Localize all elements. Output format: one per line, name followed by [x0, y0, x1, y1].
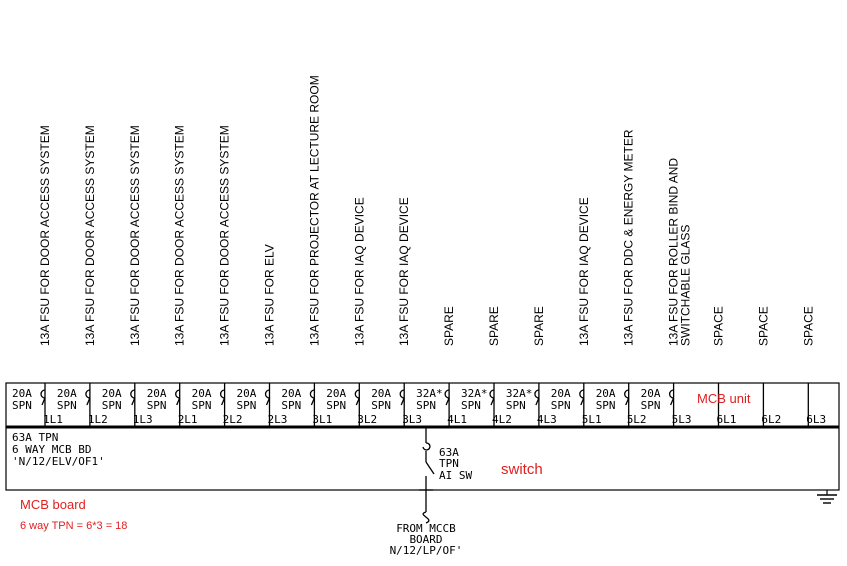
- circuit-description: SPARE: [442, 306, 457, 346]
- mcb-type-label: SPN: [146, 399, 167, 412]
- mcb-rating-label: 20A: [12, 387, 32, 400]
- circuit-description: SPACE: [756, 306, 771, 346]
- outgoing-circuits: [12, 75, 826, 427]
- circuit-description: 13A FSU FOR DOOR ACCESS SYSTEM: [38, 125, 52, 346]
- mcb-rating-label: 20A: [550, 387, 571, 400]
- mcb-type-label: SPN: [281, 399, 302, 412]
- mcb-rating-label: 32A*: [461, 387, 488, 400]
- mcb-rating-label: 20A: [146, 387, 167, 400]
- mcb-type-label: SPN: [326, 399, 347, 412]
- incoming-board: BOARD: [409, 533, 443, 546]
- circuit-description: SPARE: [531, 306, 546, 346]
- mcb-type-label: SPN: [461, 399, 481, 412]
- circuit-description: 13A FSU FOR ELV: [262, 244, 277, 346]
- circuit-description: 13A FSU FOR ROLLER BIND AND: [666, 157, 681, 346]
- circuit-description: 13A FSU FOR DOOR ACCESS SYSTEM: [82, 125, 97, 346]
- circuit-description: SPACE: [711, 306, 726, 346]
- circuit-reference: 1L2: [87, 413, 108, 426]
- mcb-rating-label: 20A: [595, 387, 616, 400]
- isolator-type: AI SW: [439, 469, 473, 482]
- mcb-rating-label: 32A*: [505, 387, 533, 400]
- incoming-reference: N/12/LP/OF': [389, 544, 463, 557]
- mcb-type-label: SPN: [416, 399, 436, 412]
- circuit-description: SPACE: [801, 306, 816, 346]
- mcb-rating-label: 20A: [371, 387, 392, 400]
- mcb-rating-label: 20A: [326, 387, 347, 400]
- board-rating: 63A TPN: [12, 431, 59, 444]
- circuit-description: 13A FSU FOR DDC & ENERGY METER: [621, 129, 636, 346]
- circuit-reference: 6L3: [806, 413, 827, 426]
- circuit-reference: 2L2: [222, 413, 243, 426]
- isolator-rating: 63A: [439, 446, 459, 459]
- board-reference: 'N/12/ELV/OF1': [12, 455, 105, 468]
- circuit-reference: 4L3: [536, 413, 557, 426]
- mcb-rating-label: 20A: [191, 387, 212, 400]
- circuit-reference: 5L1: [581, 413, 602, 426]
- circuit-reference: 3L2: [357, 413, 378, 426]
- circuit-reference: 4L1: [447, 413, 467, 426]
- circuit-reference: 5L2: [626, 413, 647, 426]
- circuit-description: SPARE: [487, 306, 501, 346]
- circuit-reference: 2L3: [267, 413, 288, 426]
- mcb-rating-label: 20A: [101, 387, 122, 400]
- circuit-reference: 3L1: [312, 413, 333, 426]
- circuit-description: 13A FSU FOR IAQ DEVICE: [352, 197, 367, 346]
- circuit-reference: 6L1: [716, 413, 737, 426]
- mcb-rating-label: 20A: [56, 387, 77, 400]
- circuit-reference: 3L3: [402, 413, 423, 426]
- mcb-type-label: SPN: [236, 399, 257, 412]
- isolator-switch-symbol: [419, 427, 434, 523]
- mcb-rating-label: 20A: [236, 387, 257, 400]
- way-count-annotation: 6 way TPN = 6*3 = 18: [20, 520, 128, 532]
- circuit-reference: 1L1: [43, 413, 63, 426]
- circuit-reference: 1L3: [132, 413, 153, 426]
- mcb-type-label: SPN: [595, 399, 616, 412]
- circuit-description-line2: SWITCHABLE GLASS: [678, 224, 693, 346]
- mcb-type-label: SPN: [505, 399, 526, 412]
- earth-icon: [817, 490, 837, 503]
- mcb-rating-label: 20A: [281, 387, 302, 400]
- mcb-type-label: SPN: [550, 399, 571, 412]
- circuit-description: 13A FSU FOR DOOR ACCESS SYSTEM: [217, 125, 232, 346]
- circuit-reference: 5L3: [671, 413, 692, 426]
- switch-annotation: switch: [501, 461, 543, 478]
- circuit-description: 13A FSU FOR PROJECTOR AT LECTURE ROOM: [307, 75, 322, 346]
- isolator-poles: TPN: [439, 457, 459, 470]
- mcb-rating-label: 32A*: [416, 387, 443, 400]
- mcb-type-label: SPN: [191, 399, 212, 412]
- incoming-from: FROM MCCB: [396, 522, 456, 535]
- mcb-type-label: SPN: [12, 399, 32, 412]
- mcb-type-label: SPN: [101, 399, 122, 412]
- mcb-rating-label: 20A: [640, 387, 661, 400]
- circuit-description: 13A FSU FOR IAQ DEVICE: [576, 197, 591, 346]
- circuit-reference: 4L2: [492, 413, 512, 426]
- mcb-type-label: SPN: [56, 399, 77, 412]
- circuit-reference: 6L2: [761, 413, 782, 426]
- circuit-reference: 2L1: [177, 413, 198, 426]
- mcb-type-label: SPN: [640, 399, 661, 412]
- circuit-description: 13A FSU FOR DOOR ACCESS SYSTEM: [127, 125, 142, 346]
- board-ways: 6 WAY MCB BD: [12, 443, 92, 456]
- mcb-board-annotation: MCB board: [20, 497, 86, 512]
- mcb-unit-annotation: MCB unit: [697, 391, 751, 406]
- mcb-type-label: SPN: [371, 399, 392, 412]
- circuit-description: 13A FSU FOR DOOR ACCESS SYSTEM: [172, 125, 187, 346]
- circuit-description: 13A FSU FOR IAQ DEVICE: [397, 197, 412, 346]
